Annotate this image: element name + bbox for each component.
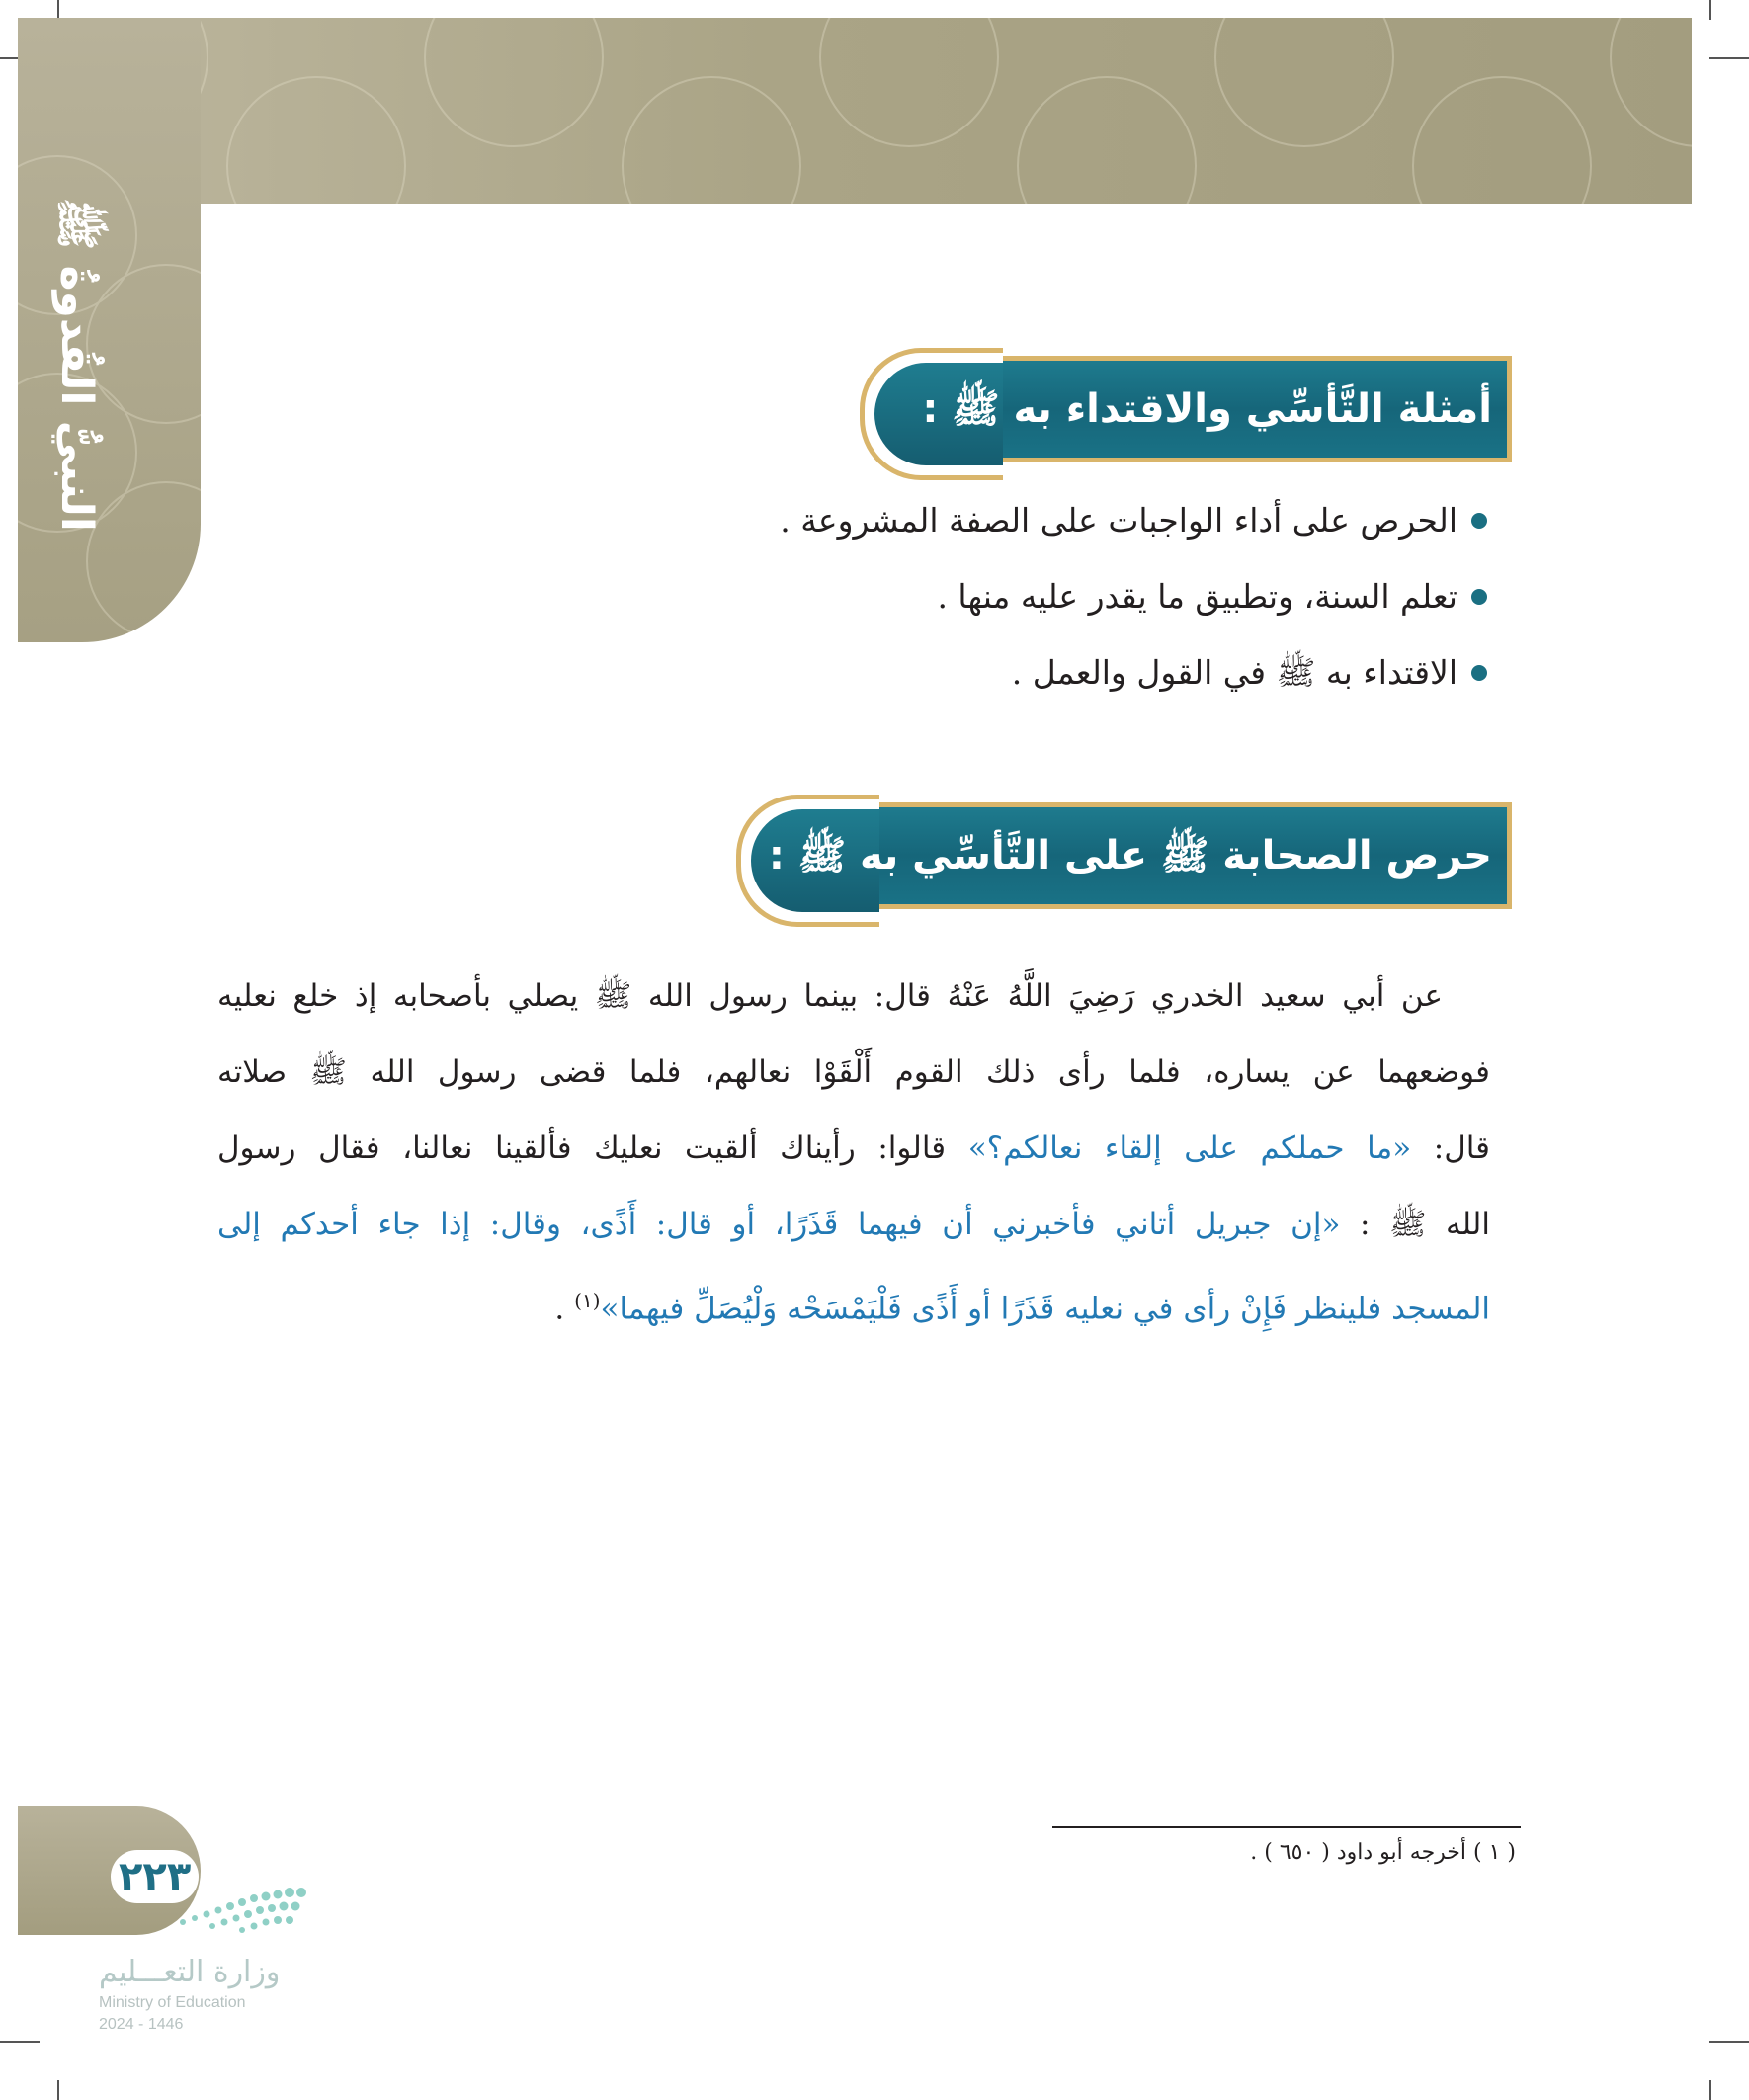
text-span: قالوا: رأيناك ألقيت نعليك فألقينا نعالنا، فقال رسول [217, 1131, 968, 1166]
bullet-dot-icon [1471, 589, 1487, 605]
footnote-marker: (١) [574, 1289, 601, 1312]
crop-mark [1709, 2080, 1711, 2100]
list-item [301, 558, 1487, 634]
crop-mark [1709, 0, 1711, 20]
section-heading-examples [870, 356, 1512, 462]
page-number: ٢٢٣ [111, 1850, 199, 1903]
text-span: . [554, 1291, 575, 1327]
crop-mark [57, 2080, 59, 2100]
chapter-title: النبيُّ القُدوةُ ﷺ [51, 198, 102, 532]
bullet-dot-icon [1471, 513, 1487, 529]
paragraph-line [217, 1263, 1490, 1339]
crop-mark [0, 2041, 40, 2043]
ministry-name-english: Ministry of Education [99, 1994, 246, 2011]
list-item [301, 634, 1487, 711]
heading-text: أمثلة التَّأسِّي والاقتداء به ﷺ : [922, 386, 1492, 432]
text-span: قال: [1411, 1131, 1490, 1166]
ministry-logo-dots-icon [173, 1883, 321, 1942]
list-item-text: تعلم السنة، وتطبيق ما يقدر عليه منها . [937, 576, 1458, 616]
prophet-quote: المسجد فلينظر فَإِنْ رأى في نعليه قَذَرًا أو أَذًى فَلْيَمْسَحْه وَلْيُصَلِّ فيهما» [600, 1291, 1490, 1327]
list-item-text: الاقتداء به ﷺ في القول والعمل . [1011, 652, 1458, 692]
paragraph-line: فوضعهما عن يساره، فلما رأى ذلك القوم أَلْقَوْا نعالهم، فلما قضى رسول الله ﷺ صلاته [217, 1054, 1490, 1090]
bullet-dot-icon [1471, 665, 1487, 681]
prophet-quote: «ما حملكم على إلقاء نعالكم؟» [967, 1131, 1412, 1166]
header-band [20, 18, 1692, 204]
paragraph-line [217, 1111, 1490, 1187]
crop-mark [1709, 2041, 1749, 2043]
text-span: الله ﷺ : [1340, 1207, 1490, 1242]
section-heading-companions [746, 802, 1512, 909]
footnote: ( ١ ) أخرجه أبو داود ( ٦٥٠ ) . [1250, 1840, 1516, 1865]
heading-text: حرص الصحابة ﷺ على التَّأسِّي به ﷺ : [768, 833, 1492, 879]
paragraph-line: عن أبي سعيد الخدري رَضِيَ اللَّهُ عَنْهُ قال: بينما رسول الله ﷺ يصلي بأصحابه إذ خلع نعليه [217, 978, 1443, 1014]
paragraph-line [217, 1187, 1490, 1263]
bullet-list [301, 482, 1487, 711]
crop-mark [1709, 57, 1749, 59]
crop-mark [57, 0, 59, 20]
list-item [301, 482, 1487, 558]
hadith-paragraph [217, 959, 1490, 1339]
edition-year: 2024 - 1446 [99, 2016, 184, 2033]
pattern-decoration [20, 18, 1692, 204]
ministry-name-arabic: وزارة التعـــليم [99, 1955, 281, 1989]
footnote-divider [1052, 1826, 1521, 1828]
prophet-quote: «إن جبريل أتاني فأخبرني أن فيهما قَذَرًا، أو قال: أَذًى، وقال: إذا جاء أحدكم إلى [217, 1207, 1341, 1242]
list-item-text: الحرص على أداء الواجبات على الصفة المشروعة . [780, 500, 1458, 540]
